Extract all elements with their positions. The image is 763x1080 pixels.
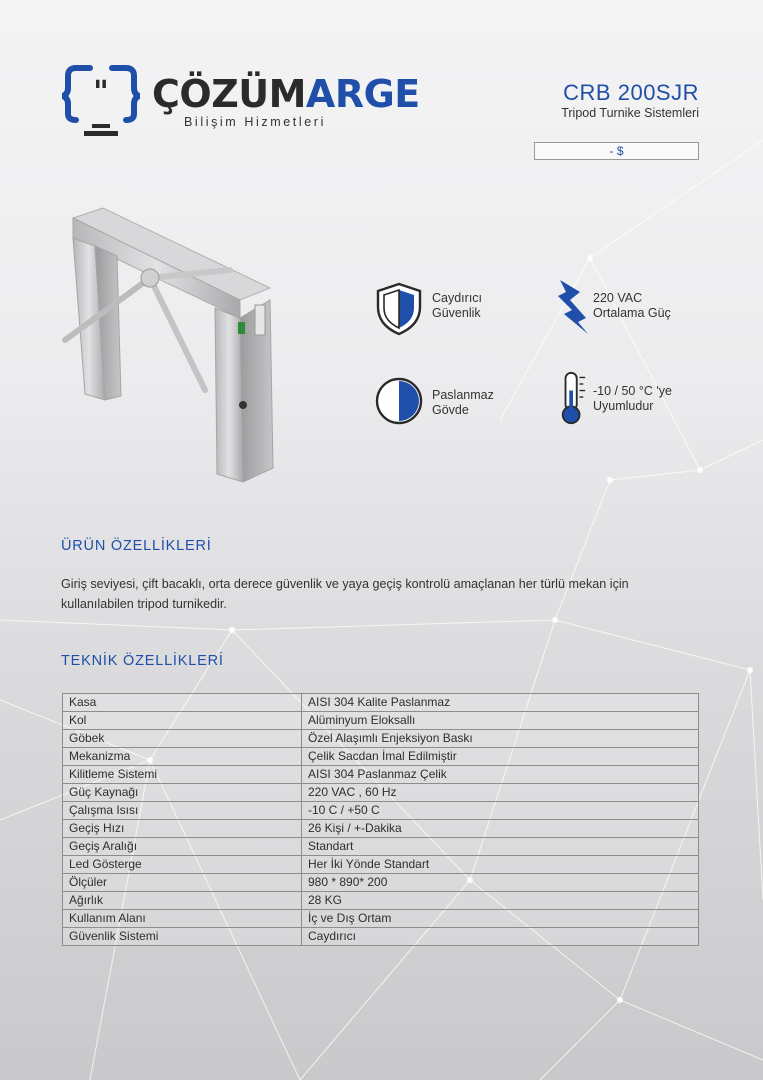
spec-value: Alüminyum Eloksallı — [302, 712, 699, 730]
technical-specs-title: TEKNİK ÖZELLİKLERİ — [61, 653, 224, 669]
spec-table — [62, 693, 699, 946]
spec-row — [63, 838, 699, 856]
spec-key: Kilitleme Sistemi — [63, 766, 302, 784]
spec-value: 28 KG — [302, 892, 699, 910]
spec-row — [63, 910, 699, 928]
feature-line: Paslanmaz — [432, 388, 494, 402]
spec-row — [63, 730, 699, 748]
spec-row — [63, 874, 699, 892]
feature-deterrent-security — [432, 291, 482, 321]
spec-value: Her İki Yönde Standart — [302, 856, 699, 874]
brand-name-part1: ÇÖZÜM — [152, 72, 306, 116]
product-features-title: ÜRÜN ÖZELLİKLERİ — [61, 538, 212, 554]
feature-line: 220 VAC — [593, 291, 643, 305]
spec-key: Ölçüler — [63, 874, 302, 892]
spec-value: 220 VAC , 60 Hz — [302, 784, 699, 802]
spec-value: Caydırıcı — [302, 928, 699, 946]
feature-line: Uyumludur — [593, 399, 654, 413]
thermometer-icon — [548, 370, 598, 426]
spec-key: Led Gösterge — [63, 856, 302, 874]
spec-key: Kullanım Alanı — [63, 910, 302, 928]
brand-name — [152, 72, 420, 116]
spec-key: Geçiş Aralığı — [63, 838, 302, 856]
half-circle-icon — [374, 374, 424, 430]
feature-line: Caydırıcı — [432, 291, 483, 305]
tripod-turnstile-image — [55, 200, 285, 490]
spec-row — [63, 892, 699, 910]
spec-key: Kasa — [63, 694, 302, 712]
spec-row — [63, 784, 699, 802]
svg-text:": " — [93, 75, 109, 110]
price-box: - $ — [534, 142, 699, 160]
spec-value: Çelik Sacdan İmal Edilmiştir — [302, 748, 699, 766]
spec-key: Kol — [63, 712, 302, 730]
product-code: CRB 200SJR — [563, 80, 699, 105]
spec-row — [63, 694, 699, 712]
feature-stainless-body — [432, 388, 494, 418]
spec-row — [63, 748, 699, 766]
feature-power — [593, 291, 671, 321]
spec-key: Göbek — [63, 730, 302, 748]
spec-value: AISI 304 Paslanmaz Çelik — [302, 766, 699, 784]
feature-line: -10 / 50 °C 'ye — [593, 384, 672, 398]
brand-name-part2: ARGE — [305, 72, 420, 116]
spec-value: 980 * 890* 200 — [302, 874, 699, 892]
feature-line: Ortalama Güç — [593, 306, 671, 320]
product-description: Giriş seviyesi, çift bacaklı, orta derece güvenlik ve yaya geçiş kontrolü amaçlanan her türlü mekan için kullanılabilen tripod turnikedir. — [61, 577, 629, 611]
spec-value: Özel Alaşımlı Enjeksiyon Baskı — [302, 730, 699, 748]
spec-key: Ağırlık — [63, 892, 302, 910]
spec-key: Güç Kaynağı — [63, 784, 302, 802]
product-subtitle: Tripod Turnike Sistemleri — [561, 106, 699, 120]
spec-row — [63, 802, 699, 820]
spec-row — [63, 766, 699, 784]
spec-row — [63, 820, 699, 838]
feature-line: Güvenlik — [432, 306, 481, 320]
spec-value: Standart — [302, 838, 699, 856]
spec-value: İç ve Dış Ortam — [302, 910, 699, 928]
logo-monitor-icon — [62, 62, 140, 138]
spec-value: -10 C / +50 C — [302, 802, 699, 820]
spec-key: Güvenlik Sistemi — [63, 928, 302, 946]
spec-key: Mekanizma — [63, 748, 302, 766]
spec-value: AISI 304 Kalite Paslanmaz — [302, 694, 699, 712]
spec-row — [63, 712, 699, 730]
spec-value: 26 Kişi / +-Dakika — [302, 820, 699, 838]
spec-row — [63, 856, 699, 874]
spec-row — [63, 928, 699, 946]
spec-key: Çalışma Isısı — [63, 802, 302, 820]
shield-icon — [374, 281, 424, 337]
feature-temperature — [593, 384, 672, 414]
spec-key: Geçiş Hızı — [63, 820, 302, 838]
brand-tagline: Bilişim Hizmetleri — [184, 115, 326, 129]
feature-line: Gövde — [432, 403, 469, 417]
